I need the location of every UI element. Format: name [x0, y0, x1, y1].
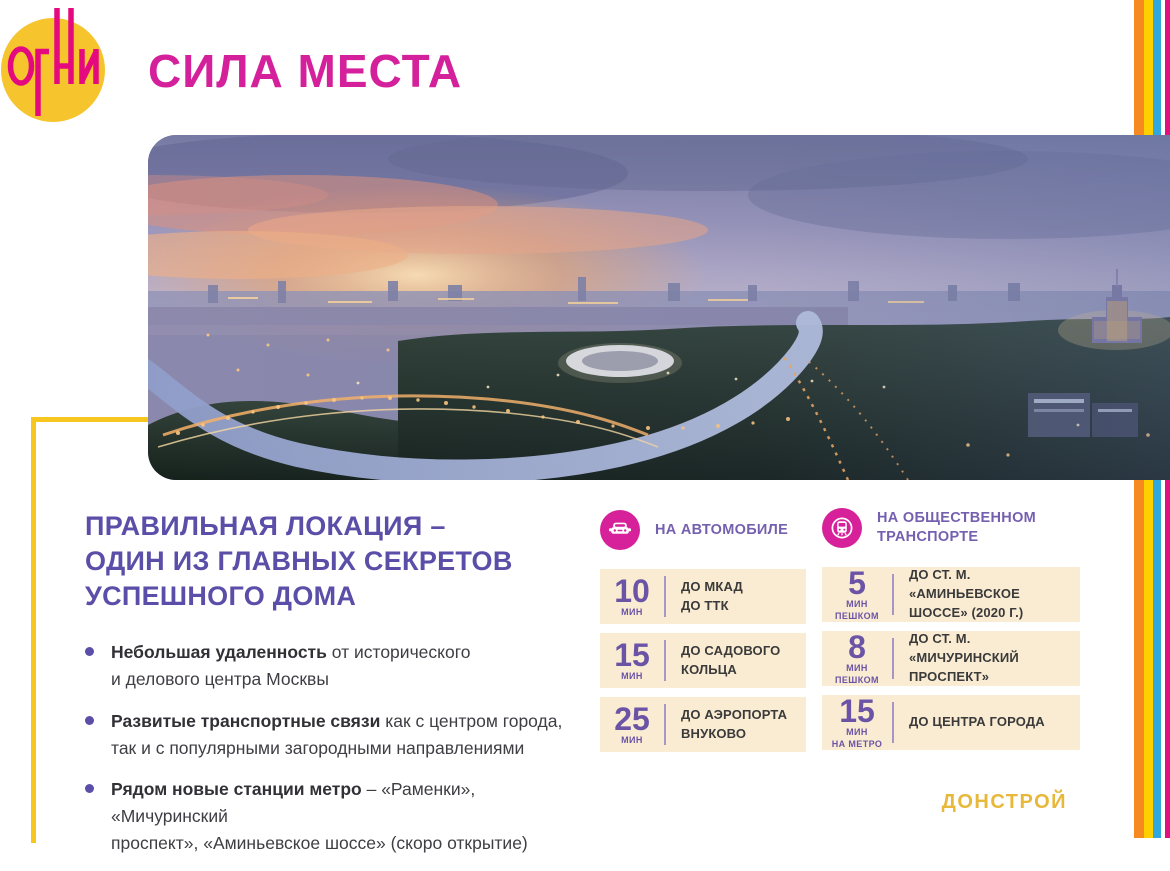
location-block — [85, 509, 575, 871]
location-bullet-list — [85, 639, 575, 857]
panorama-illustration — [148, 135, 1170, 480]
list-item — [85, 776, 575, 857]
table-row — [600, 569, 806, 624]
heading-line: ПРАВИЛЬНАЯ ЛОКАЦИЯ – — [85, 511, 446, 541]
time-value: 8 МИН ПЕШКОМ — [835, 629, 879, 685]
bullet-text: Развитые транспортные связи как с центром города, так и с популярными загородными направлениями — [111, 710, 563, 758]
time-label: ДО СТ. М. «АМИНЬЕВСКОЕ ШОССЕ» (2020 Г.) — [909, 567, 1024, 620]
bullet-dot-icon — [85, 784, 94, 793]
car-icon — [600, 510, 640, 550]
time-value: 15 МИН НА МЕТРО — [831, 693, 883, 749]
page-title: СИЛА МЕСТА — [148, 45, 463, 97]
bullet-dot-icon — [85, 647, 94, 656]
transport-column-auto — [600, 510, 806, 761]
table-row — [600, 697, 806, 752]
bullet-dot-icon — [85, 716, 94, 725]
table-row — [600, 633, 806, 688]
auto-column-header — [600, 510, 806, 550]
location-heading — [85, 509, 575, 614]
ogni-logo-icon — [0, 0, 112, 126]
public-column-title: НА ОБЩЕСТВЕННОМ ТРАНСПОРТЕ — [877, 510, 1037, 545]
donstroy-logo: ДОНСТРОЙ — [941, 791, 1067, 813]
public-column-header — [822, 508, 1080, 548]
list-item — [85, 639, 575, 693]
auto-column-title: НА АВТОМОБИЛЕ — [655, 521, 789, 538]
time-label: ДО САДОВОГО КОЛЬЦА — [681, 642, 781, 677]
bullet-text: Рядом новые станции метро – «Раменки», «Мичуринский проспект», «Аминьевское шоссе» (скоро открытие) — [111, 778, 528, 854]
heading-line: УСПЕШНОГО ДОМА — [85, 581, 357, 612]
moscow-panorama-photo — [148, 135, 1170, 480]
time-value: 25 МИН — [614, 700, 650, 745]
transport-column-public — [822, 508, 1080, 759]
ogni-logo — [0, 0, 112, 126]
bullet-text: Небольшая удаленность от исторического и делового центра Москвы — [111, 642, 471, 690]
time-label: ДО АЭРОПОРТА ВНУКОВО — [681, 706, 788, 741]
heading-line: ОДИН ИЗ ГЛАВНЫХ СЕКРЕТОВ — [85, 546, 513, 577]
time-label: ДО МКАД ДО ТТК — [681, 578, 743, 613]
metro-icon — [822, 508, 862, 548]
table-row — [822, 631, 1080, 686]
list-item — [85, 708, 575, 762]
time-value: 5 МИН ПЕШКОМ — [835, 565, 879, 621]
table-row — [822, 695, 1080, 750]
table-row — [822, 567, 1080, 622]
time-label: ДО СТ. М. «МИЧУРИНСКИЙ ПРОСПЕКТ» — [909, 631, 1019, 684]
time-label: ДО ЦЕНТРА ГОРОДА — [909, 714, 1045, 730]
time-value: 15 МИН — [614, 636, 650, 681]
auto-rows — [600, 569, 806, 752]
public-rows — [822, 567, 1080, 750]
time-value: 10 МИН — [614, 572, 650, 617]
